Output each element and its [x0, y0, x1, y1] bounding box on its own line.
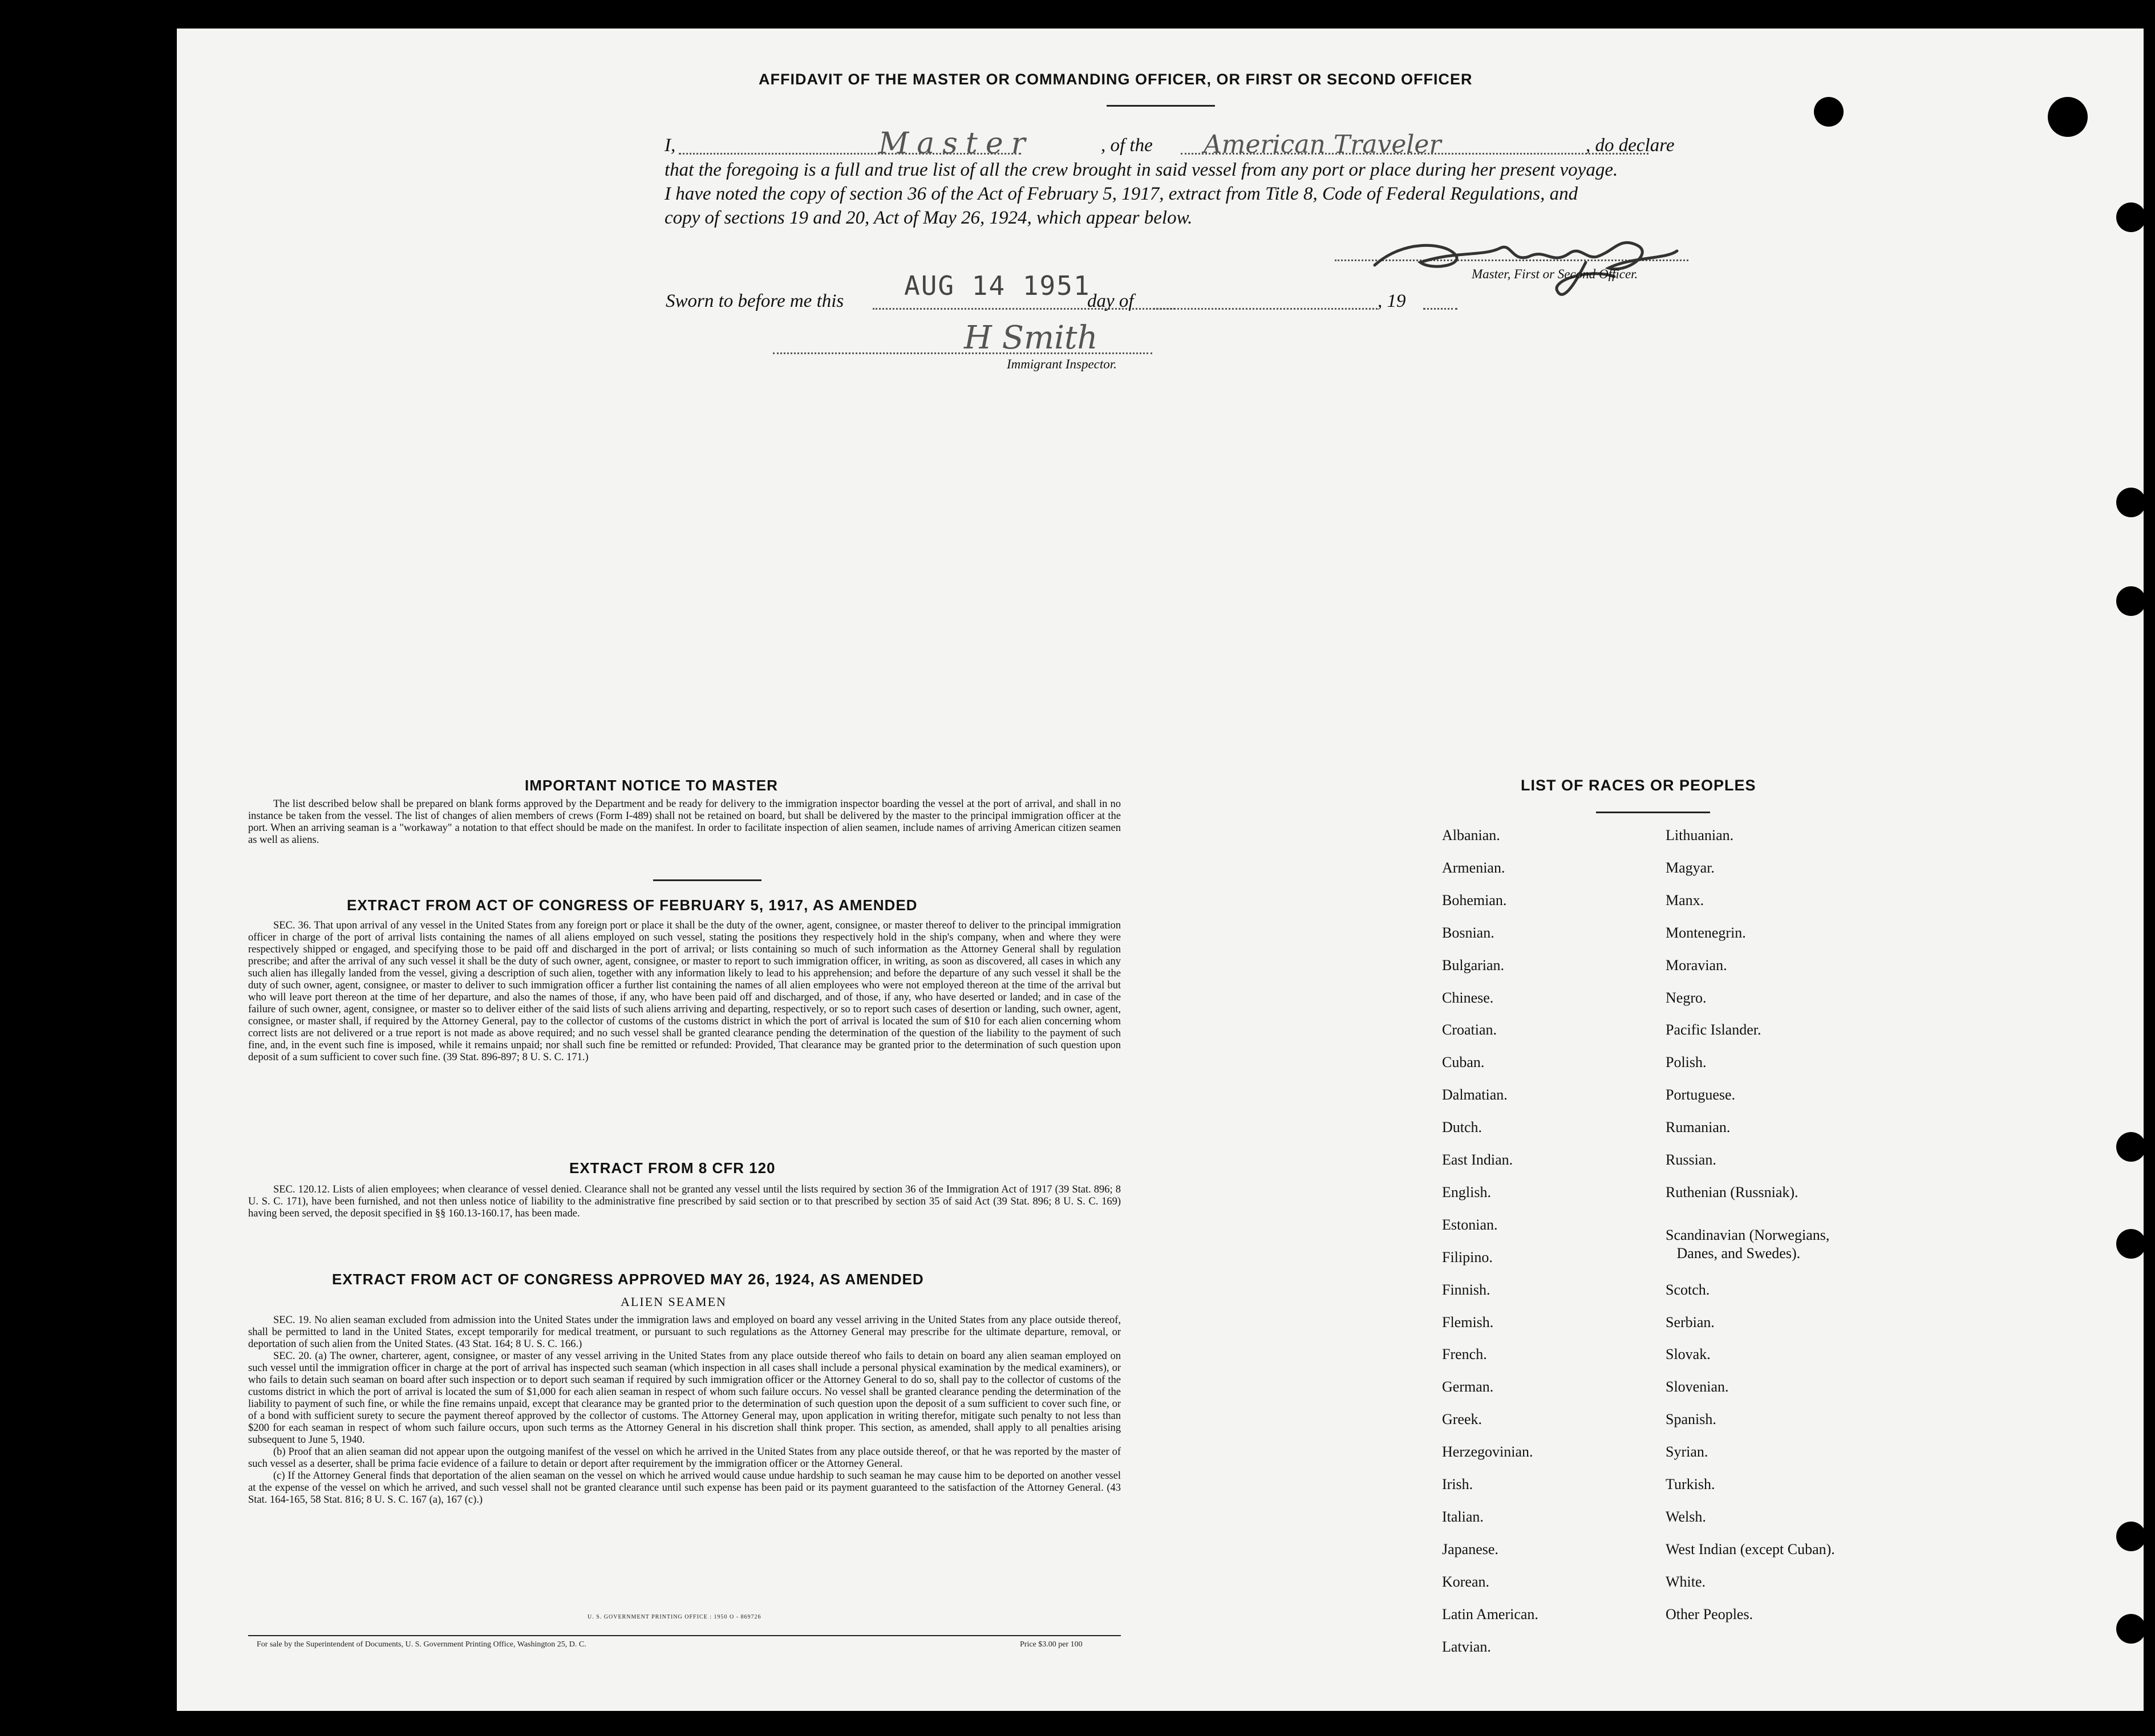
affidavit-line-3: I have noted the copy of section 36 of the Act of February 5, 1917, extract from Title 8, Code of Federal Regulations, and [665, 184, 1578, 204]
race-item: Latvian. [1442, 1638, 1491, 1655]
race-item: Manx. [1666, 891, 1704, 908]
race-item: Flemish. [1442, 1313, 1494, 1331]
race-item: West Indian (except Cuban). [1666, 1540, 1835, 1557]
document-page [177, 29, 2144, 1711]
sec120-paragraph: SEC. 120.12. Lists of alien employees; when clearance of vessel denied. Clearance shall not be granted any vessel until the lists required by section 36 of the Immigration Act of 1917 (39 Stat. 896; 8 U. S. C. 171), have been furnished, and not then unless notice of liability to the administrative fine prescribed by said section or to that prescribed by section 35 of said Act (39 Stat. 896; 8 U. S. C. 169) having been served, the deposit specified in §§ 160.13-160.17, has been made. [248, 1184, 1121, 1219]
punch-hole [2116, 202, 2146, 232]
punch-hole [2116, 1522, 2146, 1551]
race-item: Scotch. [1666, 1281, 1710, 1298]
punch-hole [1814, 97, 1844, 127]
extract-1924-title: EXTRACT FROM ACT OF CONGRESS APPROVED MAY 26, 1924, AS AMENDED [332, 1271, 924, 1288]
race-item: Estonian. [1442, 1216, 1498, 1233]
sec20a-paragraph: SEC. 20. (a) The owner, charterer, agent, consignee, or master of any vessel arriving in the United States from any place outside thereof who fails to detain on board any alien seaman employed on such vessel until the immigration officer in charge at the port of arrival has inspected such seaman (which inspection in all cases shall include a personal physical examination by the medical examiners), or who fails to detain such seaman on board after such inspection or to deport such seaman if required by such immigration officer or the Attorney General to do so, shall pay to the collector of customs of the customs district in which the port of arrival is located the sum of $1,000 for each alien seaman in respect of whom such failure occurs. No vessel shall be granted clearance pending the determination of the liability to payment of such fine, or while the fine remains unpaid, except that clearance may be granted prior to the determination of such question upon the deposit of a sum sufficient to cover such fine, or of a bond with sufficient surety to secure the payment thereof approved by the collector of customs. The Attorney General may, upon application in writing therefor, mitigate such penalty to not less than $200 for each seaman in respect of whom such failure occurs, upon such terms as the Attorney General in his discretion shall think proper. This section, as amended, shall apply to all penalties arising subsequent to June 5, 1940. [248, 1350, 1121, 1446]
race-item: Polish. [1666, 1054, 1707, 1071]
month-blank [1149, 308, 1378, 310]
races-title: LIST OF RACES OR PEOPLES [1521, 777, 1756, 794]
punch-hole [2116, 1614, 2146, 1644]
extract-8cfr-text [248, 1184, 1121, 1220]
race-item: Turkish. [1666, 1476, 1715, 1492]
extract-1917-text [248, 920, 1121, 1064]
punch-hole [2116, 488, 2146, 517]
race-item: Syrian. [1666, 1443, 1708, 1461]
alien-seamen-subtitle: ALIEN SEAMEN [621, 1295, 727, 1309]
race-item: Chinese. [1442, 989, 1494, 1006]
race-item: East Indian. [1442, 1151, 1513, 1168]
date-stamp: AUG 14 1951 [904, 270, 1091, 301]
race-item: Bohemian. [1442, 891, 1507, 908]
race-item: Magyar. [1666, 859, 1715, 876]
race-item: Latin American. [1442, 1605, 1538, 1623]
race-item: Bosnian. [1442, 924, 1494, 941]
race-item: Serbian. [1666, 1313, 1715, 1331]
race-item: English. [1442, 1183, 1491, 1200]
notice-text [248, 798, 1121, 846]
title-rule [1107, 105, 1215, 107]
race-item: Korean. [1442, 1573, 1490, 1590]
notice-title: IMPORTANT NOTICE TO MASTER [525, 777, 778, 794]
punch-hole [2116, 1132, 2146, 1162]
year-blank [1423, 308, 1457, 310]
affidavit-line-2: that the foregoing is a full and true list of all the crew brought in said vessel from any port or place during her present voyage. [665, 160, 1618, 180]
race-item: Slovenian. [1666, 1378, 1729, 1396]
race-item: Armenian. [1442, 859, 1505, 876]
race-item: Dalmatian. [1442, 1086, 1508, 1104]
race-item: Negro. [1666, 989, 1707, 1006]
footer-sale-note: For sale by the Superintendent of Documents, U. S. Government Printing Office, Washington 25, D. C. [257, 1640, 586, 1649]
extract-1924-text [248, 1315, 1121, 1506]
races-rule [1596, 812, 1710, 813]
race-item: Irish. [1442, 1476, 1473, 1492]
race-item: Moravian. [1666, 956, 1727, 974]
race-item: Welsh. [1666, 1508, 1706, 1525]
of-the-label: , of the [1101, 135, 1153, 156]
race-item: Cuban. [1442, 1054, 1485, 1071]
race-item: Bulgarian. [1442, 956, 1505, 974]
inspector-caption: Immigrant Inspector. [1007, 357, 1117, 371]
race-item: Montenegrin. [1666, 924, 1746, 941]
race-item: Greek. [1442, 1411, 1482, 1428]
race-item: Dutch. [1442, 1119, 1482, 1136]
race-item: Scandinavian (Norwegians, Danes, and Swedes). [1666, 1226, 1830, 1262]
footer-price: Price $3.00 per 100 [1020, 1640, 1083, 1649]
sec20b-paragraph: (b) Proof that an alien seaman did not appear upon the outgoing manifest of the vessel on which he arrived in the United States from any place outside thereof, or that he was reported by the master of such vessel as a deserter, shall be prima facie evidence of a failure to detain or deport after requirement by the immigration officer or the Attorney General. [248, 1446, 1121, 1470]
race-item: Other Peoples. [1666, 1605, 1753, 1623]
race-item: Albanian. [1442, 827, 1500, 843]
divider [653, 879, 761, 881]
race-item: German. [1442, 1378, 1494, 1396]
vessel-handwritten: American Traveler [1204, 130, 1441, 159]
sec36-paragraph: SEC. 36. That upon arrival of any vessel in the United States from any foreign port or place it shall be the duty of the owner, agent, consignee, or master thereof to deliver to the principal immigration officer in charge of the port of arrival lists containing the names of all aliens employed on such vessel, stating the positions they respectively hold in the ship's company, when and where they were respectively shipped or engaged, and specifying those to be paid off and discharged in the port of arrival; or lists containing so much of such information as the Attorney General shall by regulation prescribe; and after the arrival of any such vessel it shall be the duty of such owner, agent, consignee, or master to report to such immigration officer, in writing, as soon as discovered, all cases in which any such alien has illegally landed from the vessel, giving a description of such alien, together with any information likely to lead to his apprehension; and before the departure of any such vessel it shall be the duty of such owner, agent, consignee, or master to deliver to such immigration officer a further list containing the names of all alien employees who were not employed thereon at the time of the arrival but who will leave port thereon at the time of her departure, and also the names of those, if any, who have been paid off and discharged, and of those, if any, who have deserted or landed; and in case of the failure of such owner, agent, consignee, or master so to deliver either of the said lists of such aliens arriving and departing, respectively, or so to report such cases of desertion or landing, such owner, agent, consignee, or master shall, if required by the Attorney General, pay to the collector of customs of the customs district in which the port of arrival is located the sum of $10 for each alien concerning whom correct lists are not delivered or a true report is not made as above required; and no such vessel shall be granted clearance pending the determination of the question of the liability to the payment of such fine, and, in the event such fine is imposed, while it remains unpaid; nor shall such fine be remitted or refunded: Provided, That clearance may be granted prior to the determination of such question upon deposit of a sum sufficient to cover such fine. (39 Stat. 896-897; 8 U. S. C. 171.) [248, 920, 1121, 1063]
race-item: Russian. [1666, 1151, 1716, 1168]
race-item: Spanish. [1666, 1411, 1716, 1428]
race-item: Italian. [1442, 1508, 1484, 1525]
race-item: Filipino. [1442, 1248, 1493, 1266]
master-signature-caption: Master, First or Second Officer. [1472, 267, 1638, 281]
punch-hole [2048, 97, 2088, 137]
race-item: Croatian. [1442, 1021, 1497, 1039]
notice-paragraph: The list described below shall be prepared on blank forms approved by the Department and be ready for delivery to the immigration inspector boarding the vessel at the port of arrival, and shall in no instance be taken from the vessel. The list of changes of alien members of crews (Form I-489) shall not be retained on board, but shall be delivered by the master to the principal immigration officer at the port. When an arriving seaman is a "workaway" a notation to that effect should be made on the manifest. In order to facilitate inspection of alien seamen, include names of arriving American citizen seamen as well as aliens. [248, 798, 1121, 846]
extract-1917-title: EXTRACT FROM ACT OF CONGRESS OF FEBRUARY 5, 1917, AS AMENDED [347, 897, 918, 914]
race-item: Ruthenian (Russniak). [1666, 1183, 1798, 1200]
punch-hole [2116, 586, 2146, 616]
race-item: Pacific Islander. [1666, 1021, 1761, 1039]
race-item: French. [1442, 1346, 1487, 1363]
day-of-label: day of [1087, 291, 1134, 311]
gpo-line: U. S. GOVERNMENT PRINTING OFFICE : 1950 O - 869726 [588, 1614, 761, 1620]
inspector-signature: H Smith [964, 319, 1098, 356]
do-declare-label: , do declare [1586, 135, 1675, 156]
extract-8cfr-title: EXTRACT FROM 8 CFR 120 [569, 1159, 776, 1177]
footer-rule [248, 1635, 1121, 1636]
race-item: Rumanian. [1666, 1119, 1731, 1136]
sec19-paragraph: SEC. 19. No alien seaman excluded from admission into the United States under the immigration laws and employed on board any vessel arriving in the United States from any place outside thereof, shall be permitted to land in the United States, except temporarily for medical treatment, or pursuant to such regulations as the Attorney General may prescribe for the ultimate departure, removal, or deportation of such alien from the United States. (43 Stat. 164; 8 U. S. C. 166.) [248, 1315, 1121, 1350]
master-signature [1369, 222, 1688, 308]
race-item: White. [1666, 1573, 1706, 1590]
race-item: Japanese. [1442, 1540, 1498, 1557]
race-item: Finnish. [1442, 1281, 1490, 1298]
race-item: Portuguese. [1666, 1086, 1736, 1104]
punch-hole [2116, 1229, 2146, 1259]
year-prefix: , 19 [1378, 291, 1406, 311]
affidavit-title: AFFIDAVIT OF THE MASTER OR COMMANDING OFFICER, OR FIRST OR SECOND OFFICER [759, 71, 1473, 88]
race-item: Slovak. [1666, 1346, 1711, 1363]
affidavit-i-label: I, [665, 135, 676, 156]
race-item: Lithuanian. [1666, 827, 1734, 843]
master-handwritten: Master [878, 127, 1034, 161]
sworn-label: Sworn to before me this [666, 291, 844, 311]
affidavit-line-4: copy of sections 19 and 20, Act of May 26, 1924, which appear below. [665, 208, 1193, 228]
sec20c-paragraph: (c) If the Attorney General finds that deportation of the alien seaman on the vessel on which he arrived would cause undue hardship to such seaman he may cause him to be deported on another vessel at the expense of the vessel on which he arrived, and such vessel shall not be granted clearance until such expense has been paid or its payment guaranteed to the satisfaction of the Attorney General. (43 Stat. 164-165, 58 Stat. 816; 8 U. S. C. 167 (a), 167 (c).) [248, 1470, 1121, 1506]
race-item: Herzegovinian. [1442, 1443, 1533, 1461]
